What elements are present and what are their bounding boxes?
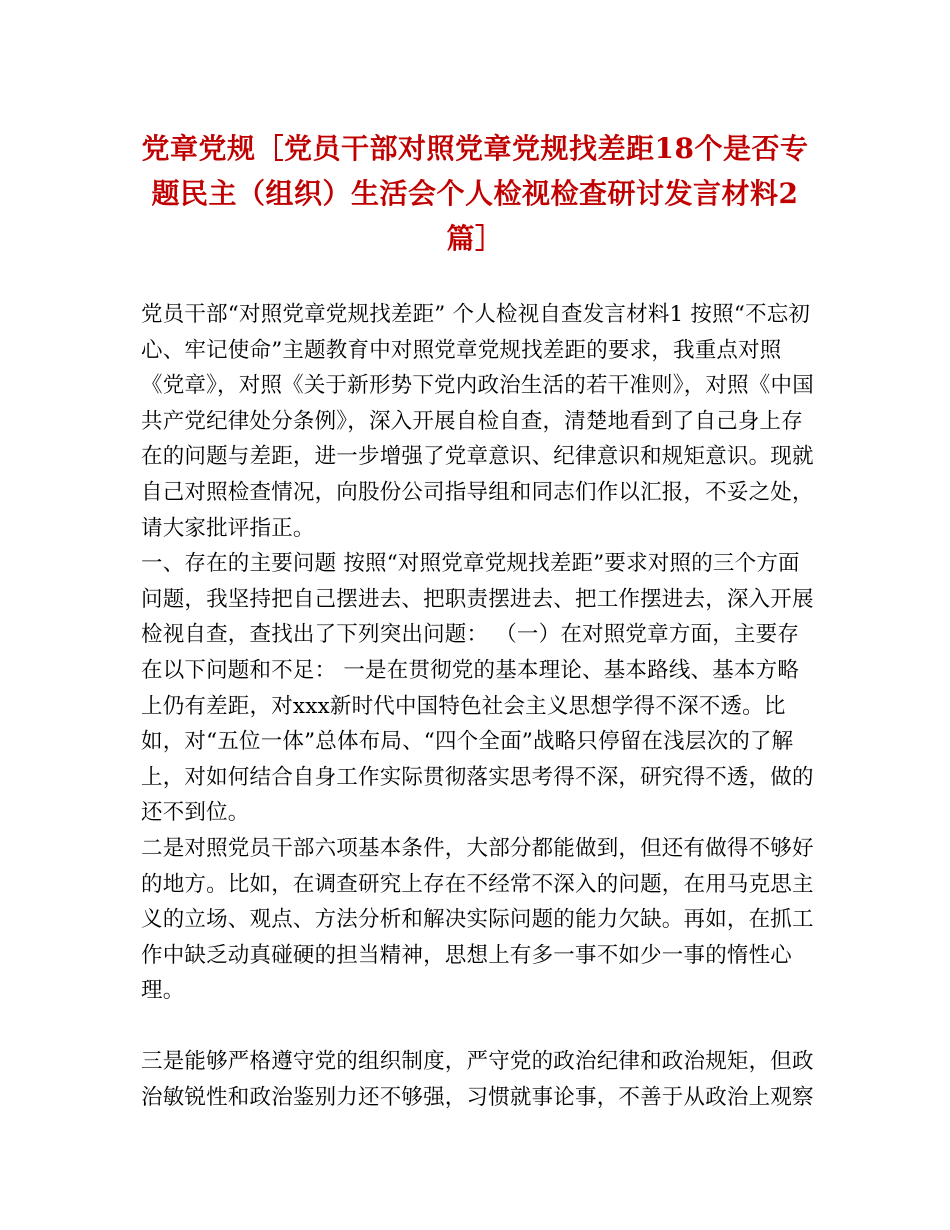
document-body xyxy=(141,297,819,1116)
paragraph-point-two: 二是对照党员干部六项基本条件，大部分都能做到，但还有做得不够好的地方。比如，在调查研究上存在不经常不深入的问题，在用马克思主义的立场、观点、方法分析和解决实际问题的能力欠缺。再如，在抓工作中缺乏动真碰硬的担当精神，思想上有多一事不如少一事的惰性心理。 xyxy=(141,835,814,1004)
paragraph-main-problems: 一、存在的主要问题 按照“对照党章党规找差距”要求对照的三个方面问题，我坚持把自己摆进去、把职责摆进去、把工作摆进去，深入开展检视自查，查找出了下列突出问题： （一）在对照党章方面，主要存在以下问题和不足： 一是在贯彻党的基本理论、基本路线、基本方略上仍有差距，对xxx新时代中国特色社会主义思想学得不深不透。比如，对“五位一体”总体布局、“四个全面”战略只停留在浅层次的了解上，对如何结合自身工作实际贯彻落实思考得不深，研究得不透，做的还不到位。 xyxy=(141,551,814,826)
paragraph-spacer xyxy=(141,1009,819,1045)
paragraph-intro: 党员干部“对照党章党规找差距” 个人检视自查发言材料1 按照“不忘初心、牢记使命”主题教育中对照党章党规找差距的要求，我重点对照《党章》，对照《关于新形势下党内政治生活的若干准则》，对照《中国共产党纪律处分条例》，深入开展自检自查，清楚地看到了自己身上存在的问题与差距，进一步增强了党章意识、纪律意识和规矩意识。现就自己对照检查情况，向股份公司指导组和同志们作以汇报，不妥之处，请大家批评指正。 xyxy=(141,302,814,541)
paragraph-point-three: 三是能够严格遵守党的组织制度，严守党的政治纪律和政治规矩，但政治敏锐性和政治鉴别力还不够强，习惯就事论事，不善于从政治上观察 xyxy=(141,1049,814,1111)
document-title: 党章党规［党员干部对照党章党规找差距18个是否专题民主（组织）生活会个人检视检查研讨发言材料2篇］ xyxy=(141,132,809,255)
